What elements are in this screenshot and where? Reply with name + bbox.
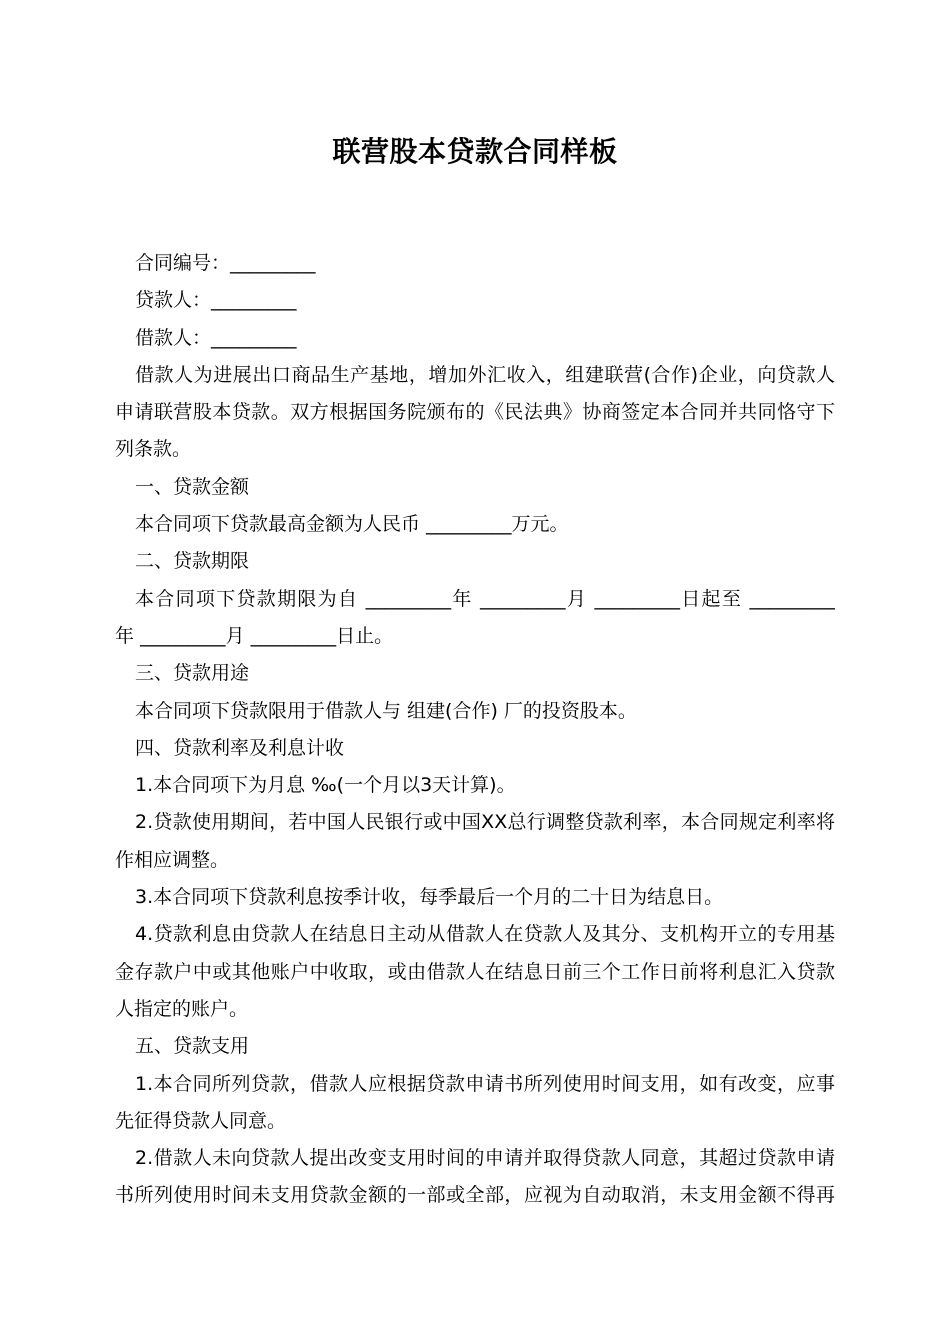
clause-line: 1.本合同所列贷款，借款人应根据贷款申请书所列使用时间支用，如有改变，应事 [135,1072,835,1095]
preamble-line: 列条款。 [115,438,192,461]
clause-line: 2.借款人未向贷款人提出改变支用时间的申请并取得贷款人同意，其超过贷款申请 [135,1147,835,1170]
clause-line: 金存款户中或其他账户中收取，或由借款人在结息日前三个工作日前将利息汇入贷款 [115,960,835,983]
section-heading-loan-amount: 一、贷款金额 [135,475,250,498]
contract-number-field: 合同编号：_________ [135,252,316,274]
paragraph-line: 本合同项下贷款最高金额为人民币 _________万元。 [135,513,569,536]
clause-line: 2.贷款使用期间，若中国人民银行或中国XX总行调整贷款利率，本合同规定利率将 [135,811,835,834]
clause-line: 人指定的账户。 [115,997,249,1020]
clause-line: 作相应调整。 [115,848,230,871]
document-title: 联营股本贷款合同样板 [332,135,618,168]
borrower-field: 借款人：_________ [135,326,297,349]
clause-line: 3.本合同项下贷款利息按季计收，每季最后一个月的二十日为结息日。 [135,886,724,909]
clause-line: 4.贷款利息由贷款人在结息日主动从借款人在贷款人及其分、支机构开立的专用基 [135,923,835,946]
paragraph-line: 本合同项下贷款限用于借款人与 组建(合作) 厂的投资股本。 [135,699,637,722]
lender-field: 贷款人：_________ [135,289,297,312]
section-heading-interest: 四、贷款利率及利息计收 [135,736,345,759]
preamble-line: 申请联营股本贷款。双方根据国务院颁布的《民法典》协商签定本合同并共同恪守下 [115,401,835,424]
section-heading-loan-term: 二、贷款期限 [135,550,250,573]
section-heading-loan-purpose: 三、贷款用途 [135,662,250,685]
clause-line: 1.本合同项下为月息 ‰(一个月以3天计算)。 [135,774,516,797]
paragraph-line: 年 _________月 _________日止。 [115,624,394,647]
section-heading-loan-drawdown: 五、贷款支用 [135,1035,250,1058]
paragraph-line: 本合同项下贷款期限为自 _________年 _________月 _________日起至 _________ [135,587,835,610]
clause-line: 先征得贷款人同意。 [115,1109,287,1132]
document-body [115,245,835,1215]
preamble-line: 借款人为进展出口商品生产基地，增加外汇收入，组建联营(合作)企业，向贷款人 [135,363,835,386]
clause-line: 书所列使用时间未支用贷款金额的一部或全部，应视为自动取消，未支用金额不得再 [115,1184,835,1207]
